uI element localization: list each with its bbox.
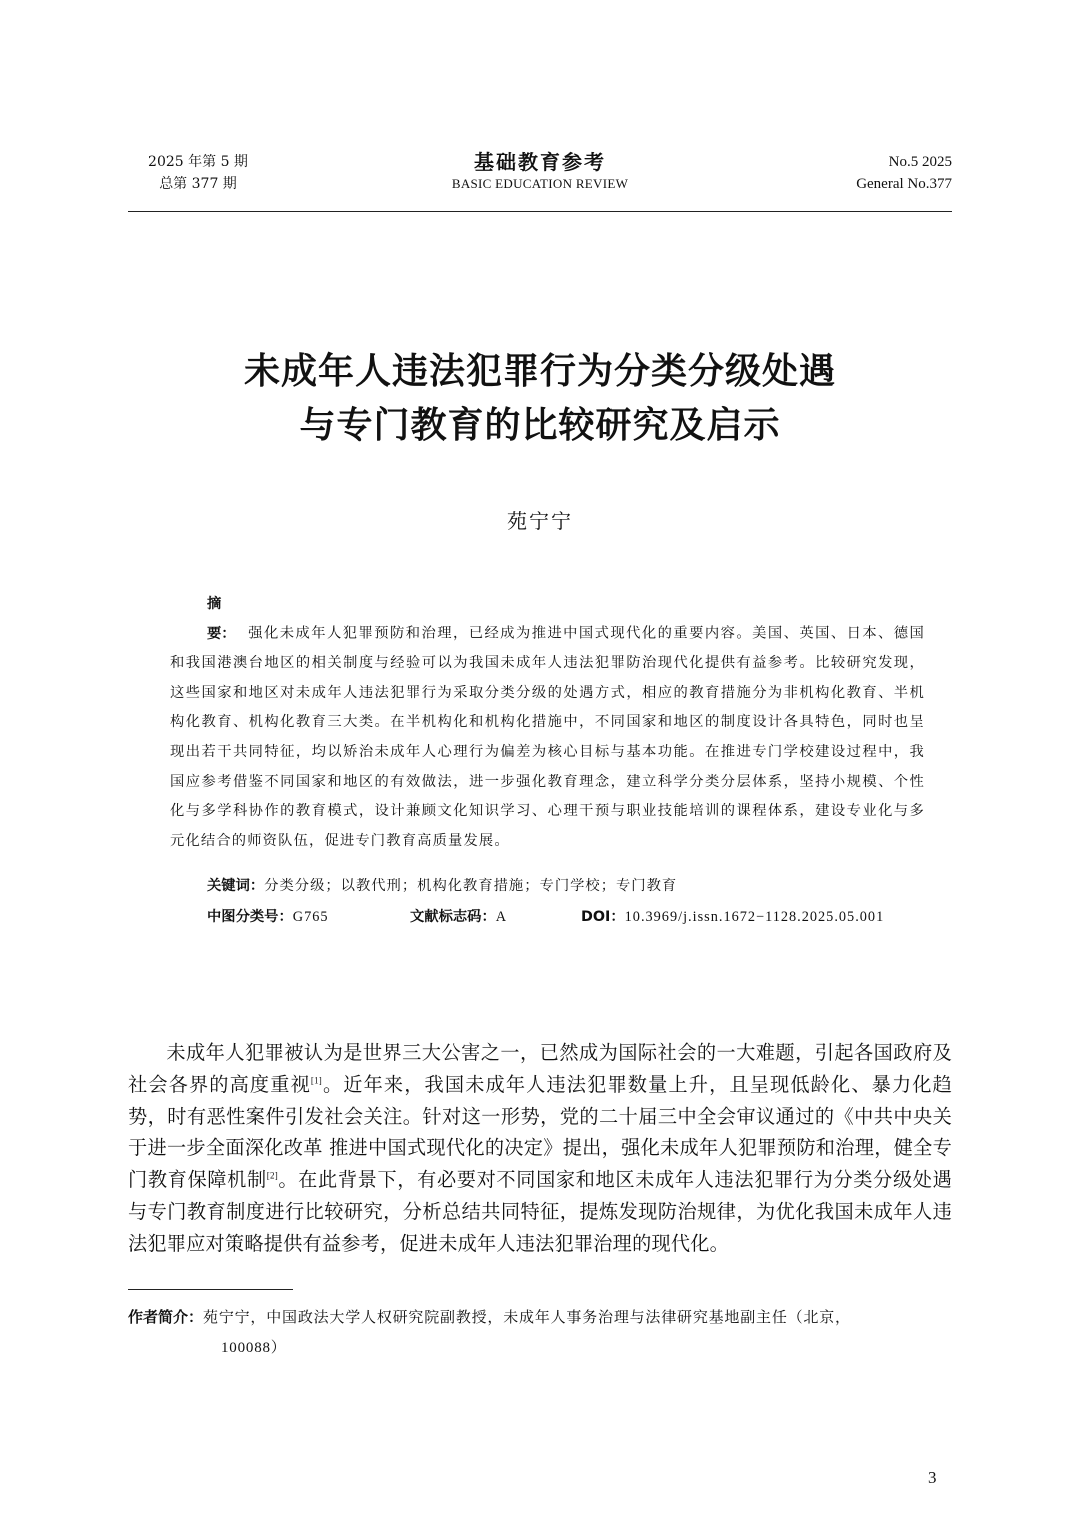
issue-info-en — [802, 151, 952, 195]
doi-value: 10.3969/j.issn.1672−1128.2025.05.001 — [624, 909, 885, 925]
document-code — [410, 902, 507, 932]
journal-masthead — [390, 150, 690, 194]
keywords-text: 分类分级；以教代刑；机构化教育措施；专门学校；专门教育 — [264, 878, 678, 894]
doi-label: DOI： — [581, 909, 625, 925]
doi — [581, 902, 884, 932]
footnote-divider — [128, 1289, 293, 1290]
abstract-label: 摘要： — [207, 596, 236, 642]
classification-line — [207, 902, 927, 932]
clc-label: 中图分类号： — [207, 909, 293, 925]
issue-number-cn: 2025 年第 5 期 — [148, 154, 248, 170]
body-text-part-3: 。在此背景下，有必要对不同国家和地区未成年人违法犯罪行为分类分级处遇与专门教育制度进行比较研究，分析总结共同特征，提炼发现防治规律，为优化我国未成年人违法犯罪应对策略提供有益参考，促进未成年人违法犯罪治理的现代化。 — [128, 1168, 952, 1255]
author-footnote — [128, 1302, 948, 1364]
body-text-part-1: 未成年人犯罪被认为是世界三大公害之一，已然成为国际社会的一大难题，引起各国政府及社会各界的高度重视 — [128, 1041, 952, 1096]
abstract-text: 强化未成年人犯罪预防和治理，已经成为推进中国式现代化的重要内容。美国、英国、日本、德国和我国港澳台地区的相关制度与经验可以为我国未成年人违法犯罪防治现代化提供有益参考。比较研究发现，这些国家和地区对未成年人违法犯罪行为采取分类分级的处遇方式，相应的教育措施分为非机构化教育、半机构化教育、机构化教育三大类。在半机构化和机构化措施中，不同国家和地区的制度设计各具特色，同时也呈现出若干共同特征，均以矫治未成年人心理行为偏差为核心目标与基本功能。在推进专门学校建设过程中，我国应参考借鉴不同国家和地区的有效做法，进一步强化教育理念，建立科学分类分层体系，坚持小规模、个性化与多学科协作的教育模式，设计兼顾文化知识学习、心理干预与职业技能培训的课程体系，建设专业化与多元化结合的师资队伍，促进专门教育高质量发展。 — [170, 625, 925, 849]
keywords — [207, 871, 927, 901]
page-number: 3 — [928, 1468, 937, 1487]
issue-number-en: No.5 2025 — [888, 154, 952, 170]
issue-info-cn — [143, 151, 253, 195]
body-paragraph — [128, 1037, 952, 1260]
journal-title-en: BASIC EDUCATION REVIEW — [451, 176, 629, 191]
title-line-2: 与专门教育的比较研究及启示 — [299, 405, 781, 446]
footnote-text: 苑宁宁，中国政法大学人权研究院副教授，未成年人事务治理与法律研究基地副主任（北京， — [203, 1308, 851, 1326]
footnote-label: 作者简介： — [128, 1308, 204, 1326]
body-text-part-2: 。近年来，我国未成年人违法犯罪数量上升，且呈现低龄化、暴力化趋势，时有恶性案件引发社会关注。针对这一形势，党的二十届三中全会审议通过的《中共中央关于进一步全面深化改革 推进中国式现代化的决定》提出，强化未成年人犯罪预防和治理，健全专门教育保障机制 — [128, 1072, 952, 1192]
clc-value: G765 — [292, 909, 329, 925]
total-issue-cn: 总第 377 期 — [159, 176, 237, 192]
header-divider — [128, 211, 952, 212]
clc-code — [207, 902, 329, 932]
article-title — [128, 345, 952, 453]
title-line-1: 未成年人违法犯罪行为分类分级处遇 — [243, 351, 836, 392]
total-issue-en: General No.377 — [856, 176, 952, 192]
doc-code-value: A — [495, 909, 508, 925]
doc-code-label: 文献标志码： — [410, 909, 496, 925]
abstract — [170, 590, 925, 856]
journal-title-cn: 基础教育参考 — [474, 150, 606, 174]
author-name: 苑宁宁 — [507, 509, 573, 533]
body-text — [128, 1037, 952, 1260]
keywords-label: 关键词： — [207, 878, 265, 894]
footnote-postcode: 100088） — [221, 1340, 287, 1356]
reference-marker-2[interactable]: [2] — [266, 1170, 278, 1181]
reference-marker-1[interactable]: [1] — [310, 1075, 323, 1086]
